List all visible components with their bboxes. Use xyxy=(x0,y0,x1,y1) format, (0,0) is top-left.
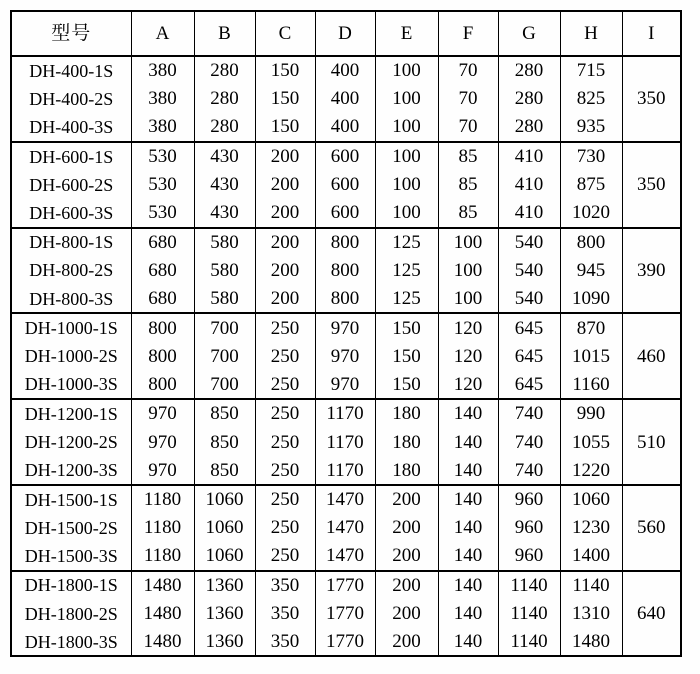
value-cell: 70 xyxy=(438,85,498,114)
value-cell: 100 xyxy=(375,142,438,171)
value-cell: 715 xyxy=(560,56,622,85)
value-cell: 100 xyxy=(375,170,438,199)
value-cell: 380 xyxy=(131,85,194,114)
value-cell: 580 xyxy=(194,256,255,285)
value-cell: 140 xyxy=(438,485,498,514)
value-cell: 990 xyxy=(560,399,622,428)
model-cell: DH-400-1S xyxy=(11,56,131,85)
table-row xyxy=(11,170,681,199)
i-merged-cell: 560 xyxy=(622,485,681,571)
value-cell: 250 xyxy=(255,485,315,514)
header-b: B xyxy=(194,11,255,56)
value-cell: 960 xyxy=(498,485,560,514)
value-cell: 680 xyxy=(131,256,194,285)
value-cell: 100 xyxy=(438,285,498,314)
value-cell: 1060 xyxy=(194,514,255,543)
value-cell: 530 xyxy=(131,199,194,228)
model-cell: DH-1200-2S xyxy=(24,432,118,453)
model-cell: DH-1800-2S xyxy=(24,603,118,624)
table-row xyxy=(11,428,681,457)
spec-table xyxy=(10,10,682,657)
value-cell: 100 xyxy=(375,85,438,114)
table-body xyxy=(11,56,681,656)
value-cell: 800 xyxy=(131,313,194,342)
value-cell: 600 xyxy=(315,199,375,228)
value-cell: 140 xyxy=(438,428,498,457)
value-cell: 200 xyxy=(255,170,315,199)
value-cell: 200 xyxy=(375,485,438,514)
value-cell: 645 xyxy=(498,313,560,342)
value-cell: 1140 xyxy=(560,571,622,600)
value-cell: 150 xyxy=(255,85,315,114)
model-cell: DH-600-1S xyxy=(11,142,131,171)
value-cell: 1055 xyxy=(560,428,622,457)
value-cell: 150 xyxy=(255,113,315,142)
value-cell: 140 xyxy=(438,514,498,543)
table-row xyxy=(11,399,681,428)
value-cell: 800 xyxy=(131,371,194,400)
value-cell: 430 xyxy=(194,142,255,171)
value-cell: 430 xyxy=(194,170,255,199)
value-cell: 140 xyxy=(438,399,498,428)
value-cell: 580 xyxy=(194,228,255,257)
header-h: H xyxy=(560,11,622,56)
value-cell: 200 xyxy=(255,199,315,228)
value-cell: 380 xyxy=(131,113,194,142)
table-row xyxy=(11,285,681,314)
value-cell: 180 xyxy=(375,456,438,485)
value-cell: 410 xyxy=(498,199,560,228)
value-cell: 850 xyxy=(194,456,255,485)
value-cell: 1230 xyxy=(560,514,622,543)
table-row xyxy=(11,199,681,228)
model-cell: DH-800-3S xyxy=(29,288,114,309)
header-i: I xyxy=(622,11,681,56)
value-cell: 1360 xyxy=(194,628,255,657)
value-cell: 200 xyxy=(375,542,438,571)
model-cell: DH-1500-3S xyxy=(24,545,118,566)
value-cell: 1180 xyxy=(131,542,194,571)
value-cell: 140 xyxy=(438,542,498,571)
value-cell: 200 xyxy=(255,228,315,257)
model-cell: DH-400-3S xyxy=(29,116,114,137)
value-cell: 250 xyxy=(255,428,315,457)
value-cell: 1170 xyxy=(315,428,375,457)
value-cell: 970 xyxy=(131,399,194,428)
value-cell: 280 xyxy=(498,56,560,85)
value-cell: 1480 xyxy=(131,628,194,657)
value-cell: 1160 xyxy=(560,371,622,400)
value-cell: 280 xyxy=(194,113,255,142)
value-cell: 540 xyxy=(498,228,560,257)
value-cell: 250 xyxy=(255,542,315,571)
model-cell: DH-1000-1S xyxy=(11,313,131,342)
value-cell: 1470 xyxy=(315,514,375,543)
value-cell: 250 xyxy=(255,371,315,400)
value-cell: 970 xyxy=(315,342,375,371)
table-row xyxy=(11,85,681,114)
value-cell: 280 xyxy=(194,56,255,85)
value-cell: 850 xyxy=(194,399,255,428)
value-cell: 1170 xyxy=(315,456,375,485)
value-cell: 1310 xyxy=(560,599,622,628)
value-cell: 1770 xyxy=(315,628,375,657)
value-cell: 85 xyxy=(438,142,498,171)
value-cell: 1770 xyxy=(315,571,375,600)
value-cell: 960 xyxy=(498,514,560,543)
table-row xyxy=(11,313,681,342)
model-cell: DH-1500-2S xyxy=(24,517,118,538)
table-row xyxy=(11,514,681,543)
table-row xyxy=(11,228,681,257)
value-cell: 350 xyxy=(255,571,315,600)
table-row xyxy=(11,571,681,600)
value-cell: 530 xyxy=(131,142,194,171)
value-cell: 200 xyxy=(375,571,438,600)
value-cell: 180 xyxy=(375,399,438,428)
value-cell: 740 xyxy=(498,428,560,457)
value-cell: 200 xyxy=(255,285,315,314)
header-row xyxy=(11,11,681,56)
value-cell: 280 xyxy=(498,85,560,114)
value-cell: 400 xyxy=(315,113,375,142)
value-cell: 1480 xyxy=(131,599,194,628)
model-cell: DH-1200-3S xyxy=(24,460,118,481)
value-cell: 1480 xyxy=(560,628,622,657)
value-cell: 250 xyxy=(255,456,315,485)
value-cell: 740 xyxy=(498,399,560,428)
value-cell: 960 xyxy=(498,542,560,571)
value-cell: 125 xyxy=(375,256,438,285)
value-cell: 200 xyxy=(255,142,315,171)
value-cell: 400 xyxy=(315,85,375,114)
value-cell: 1060 xyxy=(560,485,622,514)
header-g: G xyxy=(498,11,560,56)
value-cell: 70 xyxy=(438,113,498,142)
value-cell: 350 xyxy=(255,628,315,657)
value-cell: 120 xyxy=(438,313,498,342)
value-cell: 70 xyxy=(438,56,498,85)
model-cell: DH-800-2S xyxy=(29,260,114,281)
model-cell: DH-1000-3S xyxy=(24,374,118,395)
value-cell: 1470 xyxy=(315,485,375,514)
value-cell: 200 xyxy=(255,256,315,285)
value-cell: 1360 xyxy=(194,571,255,600)
value-cell: 140 xyxy=(438,628,498,657)
table-row xyxy=(11,371,681,400)
table-row xyxy=(11,628,681,657)
value-cell: 700 xyxy=(194,342,255,371)
i-merged-cell: 460 xyxy=(622,313,681,399)
value-cell: 700 xyxy=(194,313,255,342)
value-cell: 1220 xyxy=(560,456,622,485)
value-cell: 1480 xyxy=(131,571,194,600)
value-cell: 1140 xyxy=(498,628,560,657)
value-cell: 120 xyxy=(438,371,498,400)
value-cell: 180 xyxy=(375,428,438,457)
value-cell: 100 xyxy=(438,228,498,257)
value-cell: 125 xyxy=(375,285,438,314)
value-cell: 150 xyxy=(375,371,438,400)
value-cell: 1090 xyxy=(560,285,622,314)
value-cell: 730 xyxy=(560,142,622,171)
value-cell: 1180 xyxy=(131,514,194,543)
i-merged-cell: 350 xyxy=(622,56,681,142)
value-cell: 250 xyxy=(255,342,315,371)
value-cell: 935 xyxy=(560,113,622,142)
value-cell: 680 xyxy=(131,285,194,314)
table-row xyxy=(11,542,681,571)
value-cell: 250 xyxy=(255,399,315,428)
table-row xyxy=(11,142,681,171)
model-cell: DH-600-2S xyxy=(29,174,114,195)
table-row xyxy=(11,485,681,514)
value-cell: 150 xyxy=(255,56,315,85)
model-cell: DH-1800-1S xyxy=(11,571,131,600)
value-cell: 400 xyxy=(315,56,375,85)
value-cell: 1020 xyxy=(560,199,622,228)
value-cell: 140 xyxy=(438,599,498,628)
value-cell: 945 xyxy=(560,256,622,285)
i-merged-cell: 510 xyxy=(622,399,681,485)
value-cell: 1400 xyxy=(560,542,622,571)
value-cell: 100 xyxy=(375,199,438,228)
value-cell: 800 xyxy=(131,342,194,371)
value-cell: 870 xyxy=(560,313,622,342)
model-cell: DH-1500-1S xyxy=(11,485,131,514)
header-c: C xyxy=(255,11,315,56)
value-cell: 350 xyxy=(255,599,315,628)
model-cell: DH-1200-1S xyxy=(11,399,131,428)
header-e: E xyxy=(375,11,438,56)
model-cell: DH-400-2S xyxy=(29,88,114,109)
value-cell: 700 xyxy=(194,371,255,400)
value-cell: 200 xyxy=(375,514,438,543)
value-cell: 100 xyxy=(375,113,438,142)
value-cell: 970 xyxy=(131,428,194,457)
value-cell: 1180 xyxy=(131,485,194,514)
model-cell: DH-1000-2S xyxy=(24,346,118,367)
value-cell: 1060 xyxy=(194,542,255,571)
value-cell: 140 xyxy=(438,571,498,600)
value-cell: 100 xyxy=(438,256,498,285)
value-cell: 1140 xyxy=(498,599,560,628)
value-cell: 540 xyxy=(498,256,560,285)
header-model: 型号 xyxy=(11,11,131,56)
value-cell: 410 xyxy=(498,170,560,199)
value-cell: 430 xyxy=(194,199,255,228)
table-row xyxy=(11,342,681,371)
value-cell: 680 xyxy=(131,228,194,257)
value-cell: 200 xyxy=(375,628,438,657)
value-cell: 85 xyxy=(438,170,498,199)
model-cell: DH-600-3S xyxy=(29,202,114,223)
value-cell: 250 xyxy=(255,514,315,543)
value-cell: 800 xyxy=(315,228,375,257)
value-cell: 200 xyxy=(375,599,438,628)
table-row xyxy=(11,456,681,485)
value-cell: 1770 xyxy=(315,599,375,628)
i-merged-cell: 350 xyxy=(622,142,681,228)
header-d: D xyxy=(315,11,375,56)
header-a: A xyxy=(131,11,194,56)
value-cell: 1060 xyxy=(194,485,255,514)
value-cell: 875 xyxy=(560,170,622,199)
value-cell: 645 xyxy=(498,342,560,371)
i-merged-cell: 640 xyxy=(622,571,681,657)
value-cell: 1360 xyxy=(194,599,255,628)
value-cell: 1140 xyxy=(498,571,560,600)
value-cell: 100 xyxy=(375,56,438,85)
model-cell: DH-1800-3S xyxy=(24,631,118,652)
value-cell: 970 xyxy=(315,371,375,400)
value-cell: 645 xyxy=(498,371,560,400)
value-cell: 800 xyxy=(315,285,375,314)
value-cell: 280 xyxy=(498,113,560,142)
value-cell: 740 xyxy=(498,456,560,485)
value-cell: 1170 xyxy=(315,399,375,428)
value-cell: 800 xyxy=(560,228,622,257)
i-merged-cell: 390 xyxy=(622,228,681,314)
value-cell: 120 xyxy=(438,342,498,371)
value-cell: 125 xyxy=(375,228,438,257)
value-cell: 150 xyxy=(375,313,438,342)
value-cell: 530 xyxy=(131,170,194,199)
value-cell: 380 xyxy=(131,56,194,85)
value-cell: 250 xyxy=(255,313,315,342)
value-cell: 800 xyxy=(315,256,375,285)
value-cell: 850 xyxy=(194,428,255,457)
value-cell: 825 xyxy=(560,85,622,114)
value-cell: 540 xyxy=(498,285,560,314)
value-cell: 140 xyxy=(438,456,498,485)
table-row xyxy=(11,113,681,142)
value-cell: 150 xyxy=(375,342,438,371)
value-cell: 970 xyxy=(131,456,194,485)
value-cell: 410 xyxy=(498,142,560,171)
value-cell: 970 xyxy=(315,313,375,342)
value-cell: 280 xyxy=(194,85,255,114)
header-f: F xyxy=(438,11,498,56)
value-cell: 1015 xyxy=(560,342,622,371)
model-cell: DH-800-1S xyxy=(11,228,131,257)
value-cell: 580 xyxy=(194,285,255,314)
table-row xyxy=(11,599,681,628)
value-cell: 85 xyxy=(438,199,498,228)
value-cell: 1470 xyxy=(315,542,375,571)
table-row xyxy=(11,256,681,285)
table-row xyxy=(11,56,681,85)
value-cell: 600 xyxy=(315,142,375,171)
value-cell: 600 xyxy=(315,170,375,199)
